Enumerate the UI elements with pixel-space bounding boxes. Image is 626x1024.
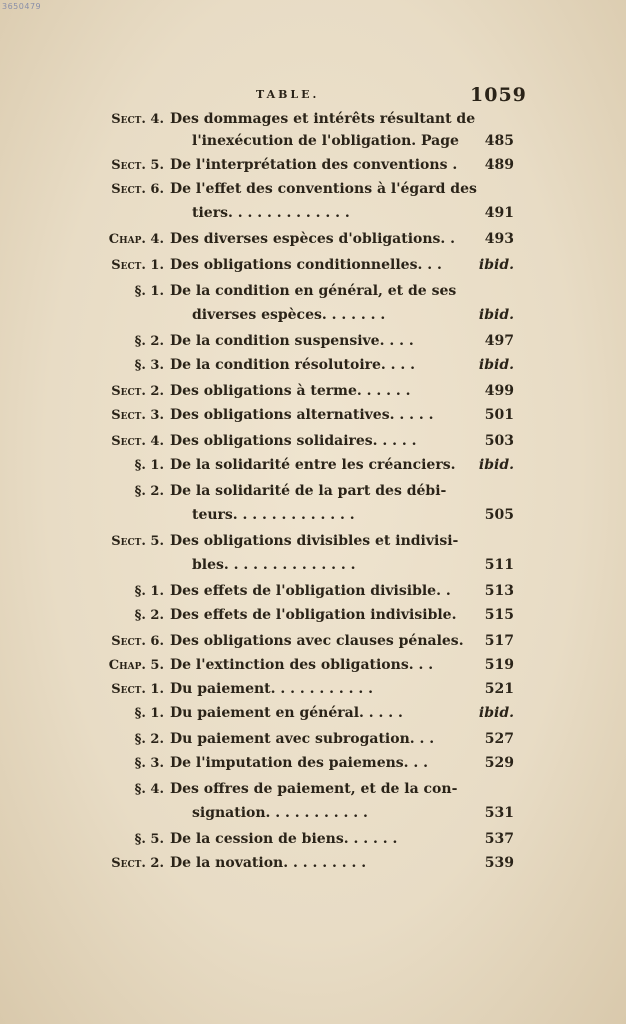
toc-entry-label: §. 1. (134, 458, 164, 473)
toc-entry-title: De l'imputation des paiemens. . . (170, 755, 429, 771)
toc-entry-page: ibid. (478, 307, 514, 323)
toc-entry-label: §. 2. (134, 484, 164, 499)
toc-entry-title: De la novation. . . . . . . . . (170, 855, 367, 871)
toc-entry (88, 330, 528, 353)
toc-entry-page: 503 (484, 433, 514, 449)
toc-entry-page: 493 (484, 231, 514, 247)
toc-entry (88, 480, 528, 503)
toc-entry (88, 752, 528, 775)
toc-entry-label: §. 2. (134, 732, 164, 747)
toc-entry-title: Du paiement. . . . . . . . . . . (170, 681, 373, 697)
toc-entry-title: Des obligations solidaires. . . . . (170, 433, 417, 449)
toc-entry-label: Sect. 2. (111, 856, 164, 871)
toc-entry-label: Sect. 5. (111, 158, 164, 173)
toc-entry-page: ibid. (478, 357, 514, 373)
toc-entry-label: Sect. 6. (111, 182, 164, 197)
toc-entry (88, 354, 528, 377)
toc-entry (88, 178, 528, 201)
toc-entry-label: Sect. 6. (111, 634, 164, 649)
toc-entry (88, 130, 528, 153)
toc-entry-page: 531 (484, 805, 514, 821)
toc-entry-title: bles. . . . . . . . . . . . . . (192, 557, 356, 573)
toc-entry-label: Sect. 2. (111, 384, 164, 399)
toc-entry-page: 489 (484, 157, 514, 173)
toc-entry (88, 702, 528, 725)
toc-entry-page: 529 (484, 755, 514, 771)
toc-entry (88, 654, 528, 677)
toc-entry-title: De la solidarité entre les créanciers. (170, 457, 456, 473)
toc-entry-page: 505 (484, 507, 514, 523)
toc-entry-label: Sect. 5. (111, 534, 164, 549)
toc-entry-page: 527 (484, 731, 514, 747)
toc-entry-title: Des dommages et intérêts résultant de (170, 111, 476, 127)
toc-entry (88, 778, 528, 801)
toc-entry-label: §. 2. (134, 608, 164, 623)
toc-entry-label: §. 1. (134, 584, 164, 599)
toc-entry (88, 728, 528, 751)
toc-entry-title: diverses espèces. . . . . . . (192, 307, 386, 323)
toc-entry-page: 521 (484, 681, 514, 697)
toc-entry (88, 530, 528, 553)
toc-entry-label: Chap. 5. (108, 658, 164, 673)
toc-entry-page: 513 (484, 583, 514, 599)
toc-entry-title: Des obligations avec clauses pénales. (170, 633, 464, 649)
toc-entry (88, 280, 528, 303)
toc-entry-label: §. 1. (134, 284, 164, 299)
toc-entry (88, 380, 528, 403)
toc-entry-title: Des effets de l'obligation divisible. . (170, 583, 451, 599)
toc-entry-title: Du paiement avec subrogation. . . (170, 731, 435, 747)
header-title: TABLE. (256, 88, 320, 101)
toc-entry-page: ibid. (478, 457, 514, 473)
toc-entry (88, 554, 528, 577)
toc-entry-page: ibid. (478, 257, 514, 273)
toc-entry-title: De la condition en général, et de ses (170, 283, 457, 299)
toc-entry-title: Des obligations conditionnelles. . . (170, 257, 442, 273)
toc-entry-page: 491 (484, 205, 514, 221)
toc-entry-title: Des obligations à terme. . . . . . (170, 383, 411, 399)
toc-entry (88, 254, 528, 277)
toc-entry-page: 485 (484, 133, 514, 149)
toc-entry-page: 499 (484, 383, 514, 399)
toc-entry-title: Des obligations alternatives. . . . . (170, 407, 434, 423)
toc-entry (88, 678, 528, 701)
toc-entry-page: 515 (484, 607, 514, 623)
toc-entry-label: §. 3. (134, 358, 164, 373)
toc-entry-label: §. 2. (134, 334, 164, 349)
toc-entry-label: Sect. 1. (111, 682, 164, 697)
toc-entry (88, 430, 528, 453)
toc-entry-title: l'inexécution de l'obligation. Page (192, 133, 459, 149)
toc-entry-title: De la solidarité de la part des débi- (170, 483, 447, 499)
toc-entry-page: 537 (484, 831, 514, 847)
toc-entry-page: 519 (484, 657, 514, 673)
toc-entry (88, 580, 528, 603)
toc-entry-label: Sect. 4. (111, 434, 164, 449)
toc-entry (88, 228, 528, 251)
toc-entry (88, 802, 528, 825)
toc-entry (88, 604, 528, 627)
running-header (0, 86, 626, 110)
toc-entry-label: Sect. 1. (111, 258, 164, 273)
toc-entry-title: Des obligations divisibles et indivisi- (170, 533, 459, 549)
toc-entry-page: 501 (484, 407, 514, 423)
toc-entry-page: ibid. (478, 705, 514, 721)
toc-entry (88, 454, 528, 477)
toc-entry (88, 504, 528, 527)
toc-entry-page: 511 (484, 557, 514, 573)
toc-entry-title: Des diverses espèces d'obligations. . (170, 231, 456, 247)
toc-entry-title: De la cession de biens. . . . . . (170, 831, 398, 847)
toc-entry (88, 154, 528, 177)
toc-entry-title: De l'extinction des obligations. . . (170, 657, 434, 673)
toc-entry-title: De l'effet des conventions à l'égard des (170, 181, 477, 197)
toc-entry-title: tiers. . . . . . . . . . . . . (192, 205, 350, 221)
toc-entry-title: Du paiement en général. . . . . (170, 705, 403, 721)
toc-entry-label: §. 5. (134, 832, 164, 847)
toc-entry-label: Chap. 4. (108, 232, 164, 247)
toc-entry-title: signation. . . . . . . . . . . (192, 805, 368, 821)
toc-entry-label: §. 3. (134, 756, 164, 771)
toc-entry (88, 304, 528, 327)
toc-entry-page: 539 (484, 855, 514, 871)
toc-entry-page: 497 (484, 333, 514, 349)
toc-entry-title: teurs. . . . . . . . . . . . . (192, 507, 355, 523)
toc-entry-label: Sect. 4. (111, 112, 164, 127)
toc-entry-title: De la condition suspensive. . . . (170, 333, 414, 349)
toc-entry-title: De la condition résolutoire. . . . (170, 357, 416, 373)
header-page-number: 1059 (470, 84, 527, 106)
toc-entry (88, 630, 528, 653)
library-stamp: 3650479 (2, 2, 42, 11)
toc-entry (88, 108, 528, 131)
toc-entry (88, 828, 528, 851)
toc-entry (88, 202, 528, 225)
toc-entry (88, 852, 528, 875)
toc-entry-label: §. 4. (134, 782, 164, 797)
toc-entry (88, 404, 528, 427)
toc-entry-title: Des effets de l'obligation indivisible. (170, 607, 457, 623)
toc-entry-title: Des offres de paiement, et de la con- (170, 781, 458, 797)
toc-entry-title: De l'interprétation des conventions . (170, 157, 458, 173)
toc-entry-label: Sect. 3. (111, 408, 164, 423)
toc-entry-label: §. 1. (134, 706, 164, 721)
toc-entry-page: 517 (484, 633, 514, 649)
